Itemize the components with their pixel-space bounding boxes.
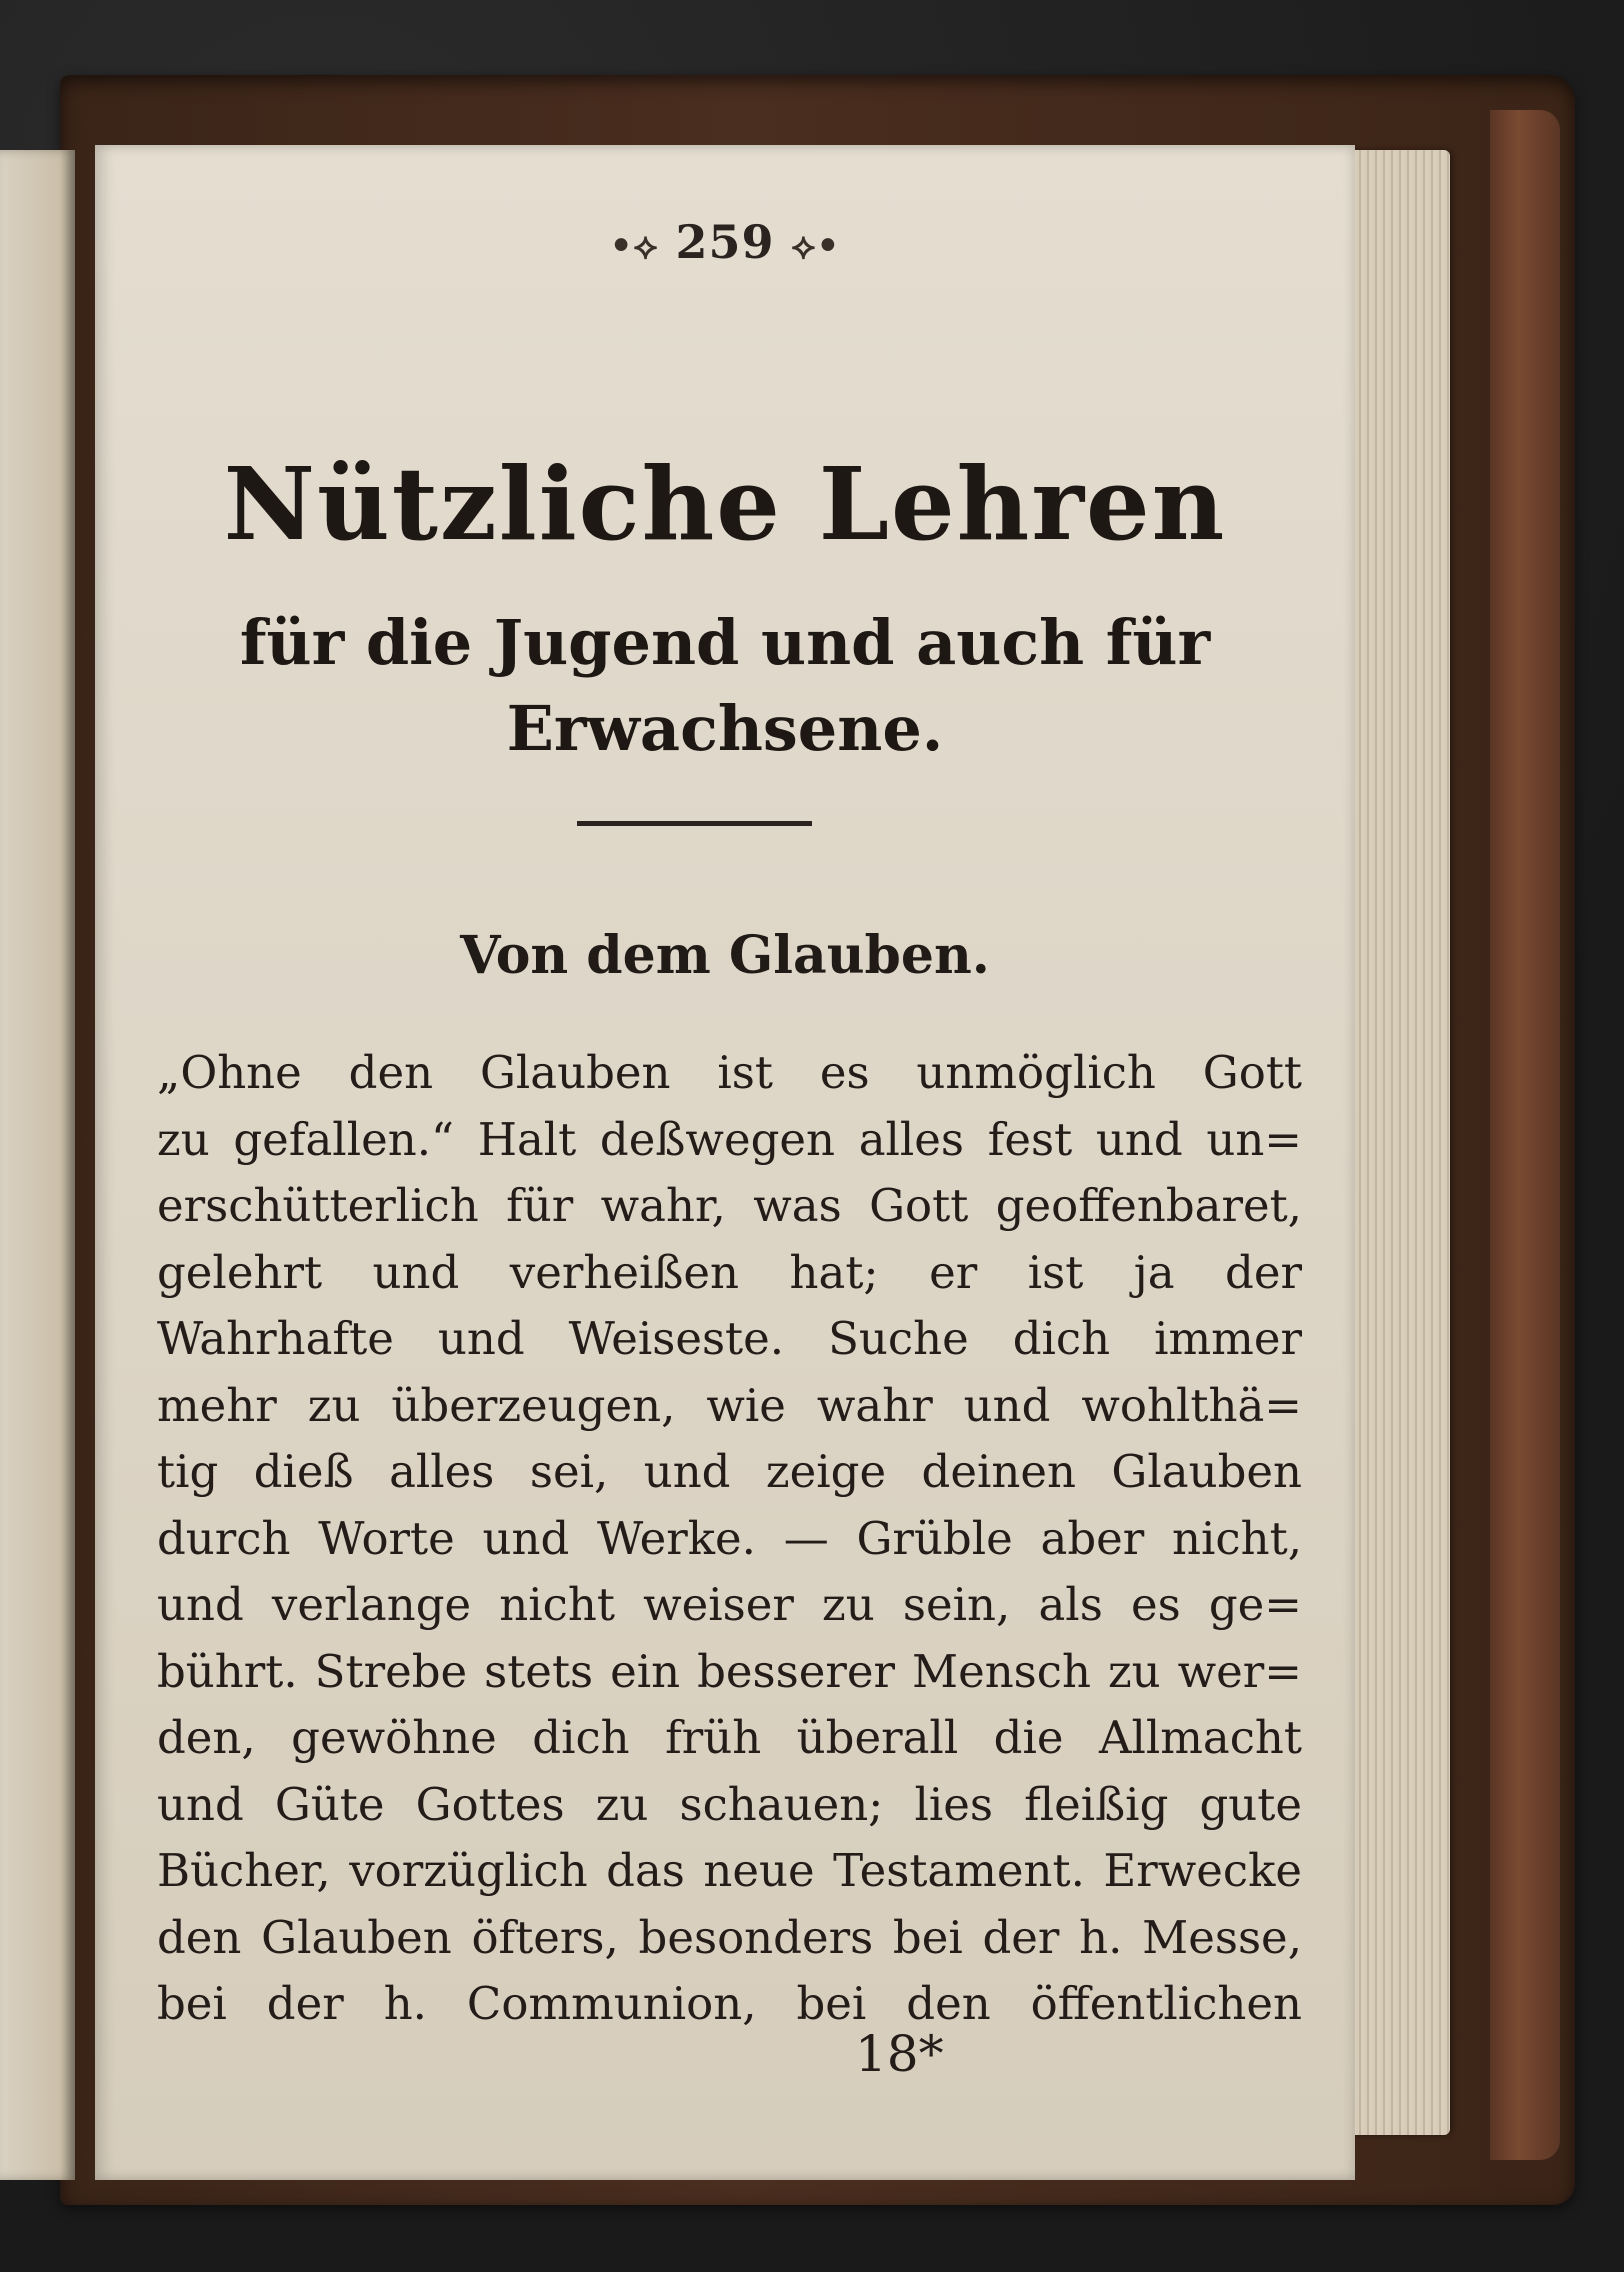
body-line: gelehrt und verheißen hat; er ist ja der (157, 1245, 1302, 1299)
body-line: Wahrhafte und Weiseste. Suche dich immer (157, 1312, 1302, 1365)
body-line: und Güte Gottes zu schauen; lies fleißig gute (157, 1777, 1302, 1831)
page-subtitle (170, 600, 1280, 772)
book-page (95, 145, 1355, 2180)
body-line: erschütterlich für wahr, was Gott geoffenbaret, (157, 1179, 1302, 1232)
subtitle-line: für die Jugend und auch für (239, 606, 1211, 679)
body-line: bührt. Strebe stets ein besserer Mensch zu wer= (157, 1644, 1302, 1698)
page-title: Nützliche Lehren (223, 445, 1227, 563)
left-page-edge (0, 150, 75, 2180)
page-header (95, 215, 1355, 269)
page-number: 259 (675, 215, 775, 269)
body-line: Bücher, vorzüglich das neue Testament. Erwecke (157, 1844, 1302, 1897)
body-line: zu gefallen.“ Halt deßwegen alles fest und un= (157, 1112, 1302, 1166)
body-line: den, gewöhne dich früh überall die Allmacht (157, 1711, 1302, 1764)
body-line: und verlange nicht weiser zu sein, als es ge= (157, 1578, 1302, 1631)
body-line: bei der h. Communion, bei den öffentlichen (157, 1977, 1302, 2030)
subtitle-line: Erwachsene. (506, 692, 944, 765)
body-line: „Ohne den Glauben ist es unmöglich Gott (157, 1046, 1302, 1099)
body-text (157, 1040, 1302, 2038)
body-line: mehr zu überzeugen, wie wahr und wohlthä= (157, 1378, 1302, 1432)
body-line: den Glauben öfters, besonders bei der h. Messe, (157, 1910, 1302, 1964)
ornament-right: ⟡• (791, 225, 841, 267)
signature-mark: 18* (855, 2025, 944, 2083)
body-line: durch Worte und Werke. — Grüble aber nicht, (157, 1511, 1302, 1565)
ornament-left: •⟡ (609, 225, 659, 267)
section-divider (577, 821, 812, 826)
body-line: tig dieß alles sei, und zeige deinen Glauben (157, 1445, 1302, 1498)
section-heading: Von dem Glauben. (460, 925, 990, 986)
book-cover-edge (1490, 110, 1560, 2160)
page-stack-edges (1340, 150, 1450, 2135)
